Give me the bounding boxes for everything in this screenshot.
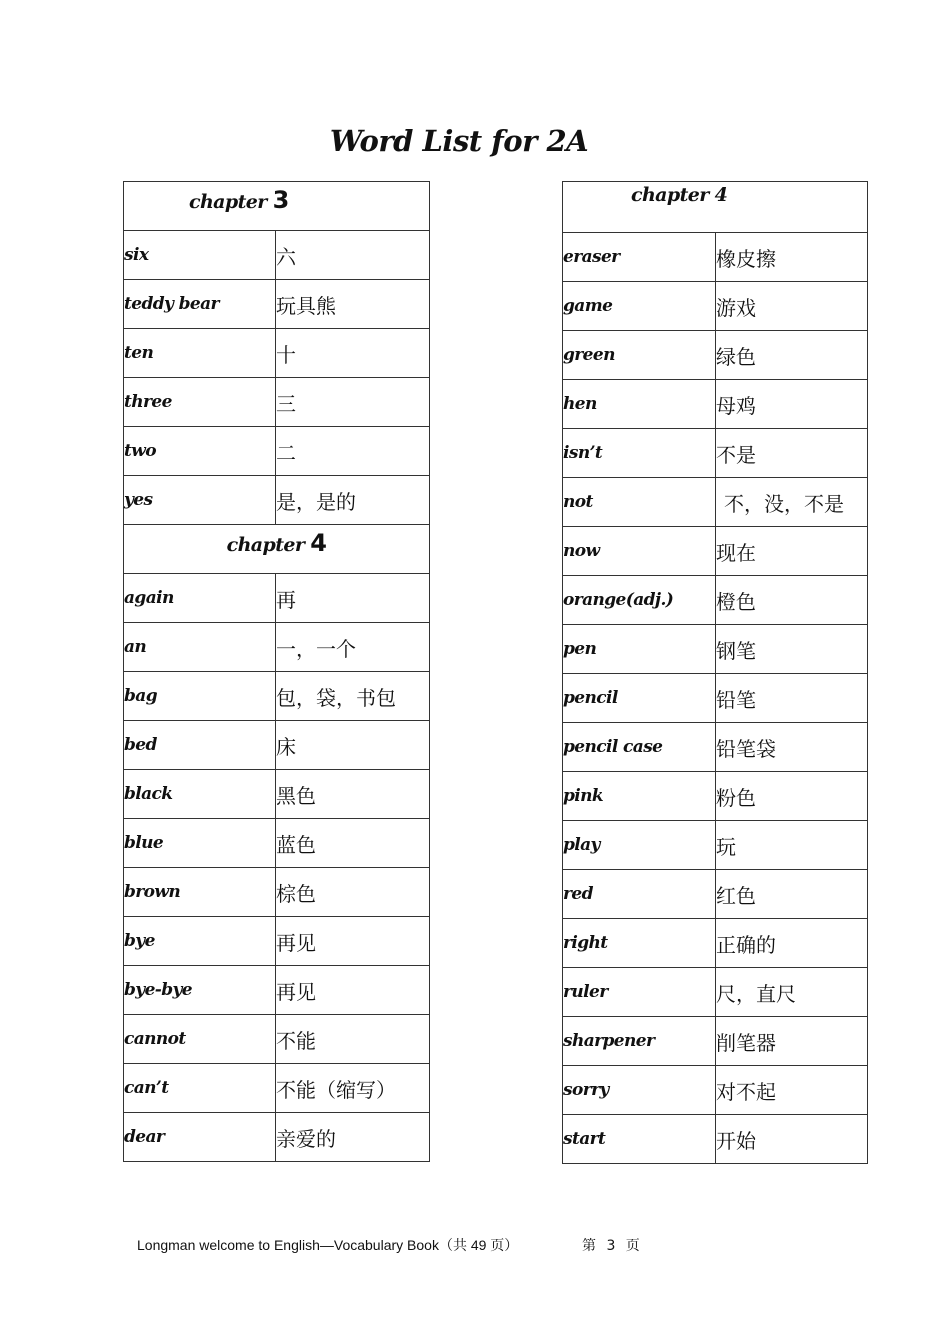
english-word: teddy bear <box>124 280 276 329</box>
english-word: eraser <box>563 233 716 282</box>
table-row <box>124 329 430 378</box>
table-row <box>124 231 430 280</box>
chinese-meaning: 现在 <box>716 527 868 576</box>
table-row <box>563 429 868 478</box>
english-word: pencil <box>563 674 716 723</box>
chinese-meaning: 黑色 <box>276 770 430 819</box>
english-word: pen <box>563 625 716 674</box>
chapter-number: 4 <box>310 529 327 557</box>
chinese-meaning: 不能 <box>276 1015 430 1064</box>
chinese-meaning: 橙色 <box>716 576 868 625</box>
chapter-label: chapter <box>226 534 305 556</box>
chapter-header: chapter 4 <box>563 182 868 233</box>
english-word: pencil case <box>563 723 716 772</box>
chinese-meaning: 不能（缩写） <box>276 1064 430 1113</box>
vocab-table-right <box>562 181 868 1164</box>
chinese-meaning: 再见 <box>276 917 430 966</box>
table-row <box>563 282 868 331</box>
chinese-meaning: 玩具熊 <box>276 280 430 329</box>
table-row <box>124 966 430 1015</box>
table-row <box>124 427 430 476</box>
page-title: Word List for 2A <box>329 124 589 158</box>
chinese-meaning: 母鸡 <box>716 380 868 429</box>
english-word: ruler <box>563 968 716 1017</box>
footer-page-number: 第 3 页 <box>582 1238 640 1254</box>
english-word: not <box>563 478 716 527</box>
english-word: bag <box>124 672 276 721</box>
chinese-meaning: 红色 <box>716 870 868 919</box>
english-word: three <box>124 378 276 427</box>
english-word: bye-bye <box>124 966 276 1015</box>
table-row <box>563 821 868 870</box>
table-row <box>563 968 868 1017</box>
table-row <box>124 721 430 770</box>
table-row <box>124 1113 430 1162</box>
english-word: start <box>563 1115 716 1164</box>
table-row <box>563 772 868 821</box>
chinese-meaning: 十 <box>276 329 430 378</box>
footer-book-info: Longman welcome to English—Vocabulary Book（共 49 页） <box>137 1237 519 1253</box>
chinese-meaning: 再见 <box>276 966 430 1015</box>
table-row <box>563 674 868 723</box>
english-word: sharpener <box>563 1017 716 1066</box>
english-word: bye <box>124 917 276 966</box>
table-row <box>563 1017 868 1066</box>
english-word: hen <box>563 380 716 429</box>
table-row <box>563 919 868 968</box>
english-word: brown <box>124 868 276 917</box>
chinese-meaning: 橡皮擦 <box>716 233 868 282</box>
chinese-meaning: 钢笔 <box>716 625 868 674</box>
chinese-meaning: 玩 <box>716 821 868 870</box>
english-word: black <box>124 770 276 819</box>
chapter-label: chapter <box>189 191 267 213</box>
english-word: again <box>124 574 276 623</box>
english-word: six <box>124 231 276 280</box>
english-word: yes <box>124 476 276 525</box>
vocab-table-left <box>123 181 430 1162</box>
table-row <box>563 870 868 919</box>
table-row <box>563 233 868 282</box>
english-word: isn’t <box>563 429 716 478</box>
table-row <box>563 380 868 429</box>
section-header-row <box>563 182 868 233</box>
chinese-meaning: 三 <box>276 378 430 427</box>
chinese-meaning: 不是 <box>716 429 868 478</box>
english-word: play <box>563 821 716 870</box>
section-header-row <box>124 525 430 574</box>
chinese-meaning: 不，没，不是 <box>716 478 868 527</box>
table-row <box>124 819 430 868</box>
chinese-meaning: 亲爱的 <box>276 1113 430 1162</box>
chinese-meaning: 再 <box>276 574 430 623</box>
english-word: dear <box>124 1113 276 1162</box>
table-row <box>563 576 868 625</box>
english-word: now <box>563 527 716 576</box>
chinese-meaning: 棕色 <box>276 868 430 917</box>
english-word: sorry <box>563 1066 716 1115</box>
chinese-meaning: 六 <box>276 231 430 280</box>
chinese-meaning: 粉色 <box>716 772 868 821</box>
english-word: green <box>563 331 716 380</box>
table-row <box>563 625 868 674</box>
english-word: pink <box>563 772 716 821</box>
english-word: an <box>124 623 276 672</box>
table-row <box>124 280 430 329</box>
chinese-meaning: 是，是的 <box>276 476 430 525</box>
english-word: bed <box>124 721 276 770</box>
chinese-meaning: 二 <box>276 427 430 476</box>
english-word: red <box>563 870 716 919</box>
chinese-meaning: 包，袋，书包 <box>276 672 430 721</box>
english-word: two <box>124 427 276 476</box>
english-word: game <box>563 282 716 331</box>
table-row <box>124 868 430 917</box>
table-row <box>563 527 868 576</box>
chapter-number: 3 <box>272 186 289 214</box>
chapter-header <box>124 525 430 574</box>
table-row <box>124 574 430 623</box>
english-word: can’t <box>124 1064 276 1113</box>
chinese-meaning: 正确的 <box>716 919 868 968</box>
chinese-meaning: 削笔器 <box>716 1017 868 1066</box>
chinese-meaning: 铅笔袋 <box>716 723 868 772</box>
english-word: blue <box>124 819 276 868</box>
table-row <box>124 672 430 721</box>
english-word: ten <box>124 329 276 378</box>
chinese-meaning: 蓝色 <box>276 819 430 868</box>
english-word: right <box>563 919 716 968</box>
chinese-meaning: 绿色 <box>716 331 868 380</box>
chinese-meaning: 床 <box>276 721 430 770</box>
table-row <box>563 331 868 380</box>
table-row <box>124 770 430 819</box>
chinese-meaning: 一，一个 <box>276 623 430 672</box>
table-row <box>563 1115 868 1164</box>
table-row <box>124 378 430 427</box>
table-row <box>563 723 868 772</box>
table-row <box>124 917 430 966</box>
chinese-meaning: 游戏 <box>716 282 868 331</box>
table-row <box>124 476 430 525</box>
english-word: cannot <box>124 1015 276 1064</box>
chapter-header <box>124 182 430 231</box>
chinese-meaning: 开始 <box>716 1115 868 1164</box>
table-row <box>563 1066 868 1115</box>
section-header-row <box>124 182 430 231</box>
table-row <box>563 478 868 527</box>
table-row <box>124 623 430 672</box>
english-word: orange(adj.) <box>563 576 716 625</box>
chinese-meaning: 铅笔 <box>716 674 868 723</box>
chinese-meaning: 尺，直尺 <box>716 968 868 1017</box>
table-row <box>124 1064 430 1113</box>
table-row <box>124 1015 430 1064</box>
chinese-meaning: 对不起 <box>716 1066 868 1115</box>
